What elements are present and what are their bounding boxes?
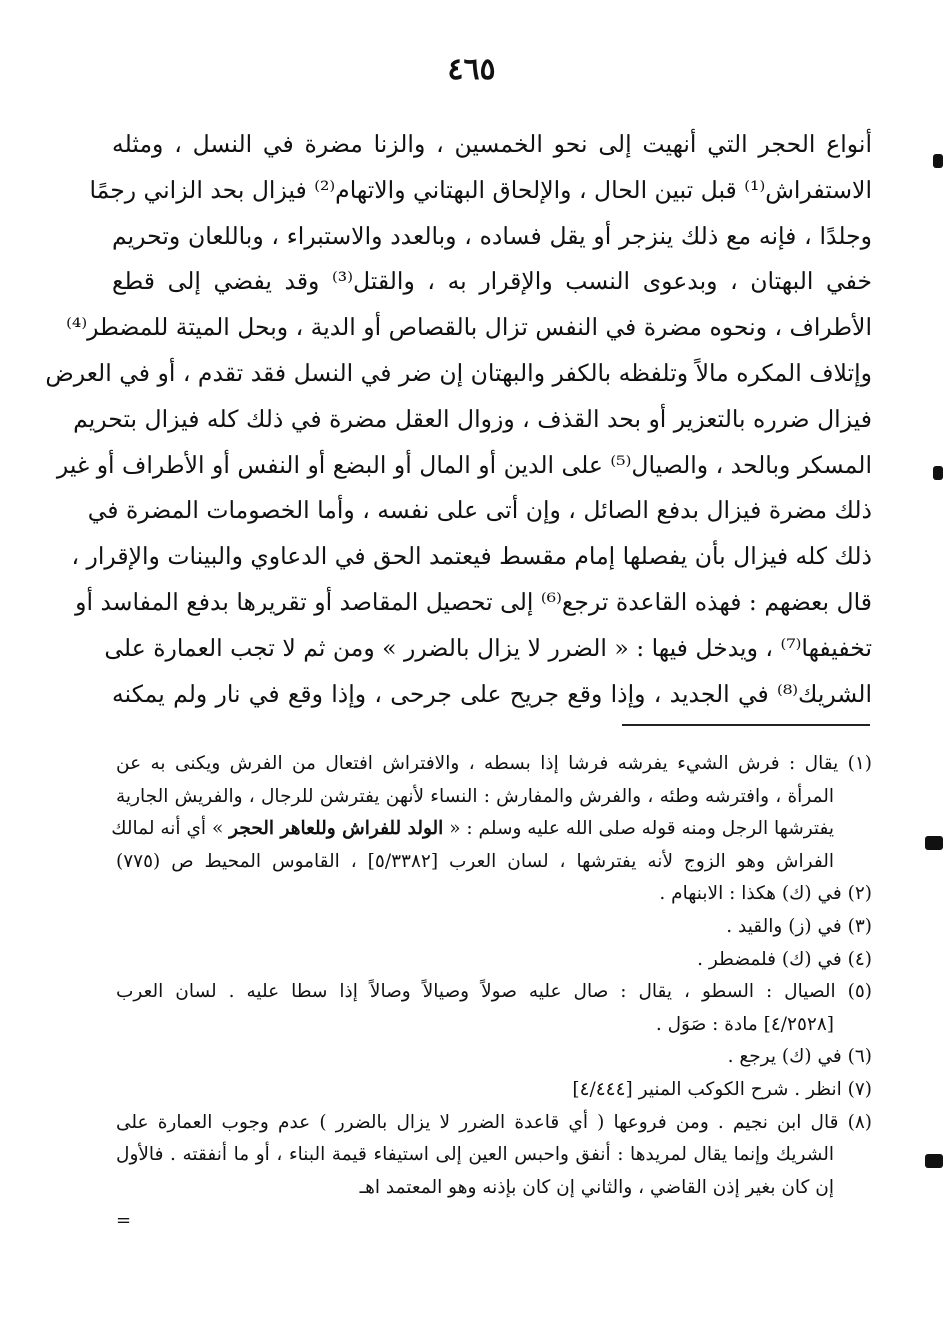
main-text-line: ذلك كله فيزال بأن يفصلها إمام مقسط فيعتمد الحق في الدعاوي والبينات والإقرار ، xyxy=(71,542,872,571)
footnote-7: (٧) انظر . شرح الكوكب المنير [٤/٤٤٤] xyxy=(572,1078,872,1100)
footnote-text: » أي أنه لمالك xyxy=(111,818,224,840)
main-text-line: الشريك⁽⁸⁾ في الجديد ، وإذا وقع جريح على جرحى ، وإذا وقع في نار ولم يمكنه xyxy=(112,679,872,708)
footnote-line: المرأة ، وافترشه وطئه ، والفرش والمفارش : النساء لأنهن يفترشن للرجال ، والفريش الجارية xyxy=(116,785,834,807)
footnote-5 xyxy=(116,976,872,1041)
main-text-body xyxy=(45,122,872,717)
footnote-1 xyxy=(111,748,872,878)
main-text-line: أنواع الحجر التي أنهيت إلى نحو الخمسين ، والزنا مضرة في النسل ، ومثله xyxy=(112,130,872,158)
footnote-line: الشريك وإنما يقال لمريدها : أنفق واحبس العين إلى استيفاء قيمة البناء ، أو ما أنفقته . فالأول xyxy=(116,1144,834,1166)
continuation-mark: = xyxy=(116,1210,132,1231)
main-text-line: ذلك مضرة فيزال بدفع الصائل ، وإن أتى على نفسه ، وأما الخصومات المضرة في xyxy=(87,496,872,525)
page-number: ٤٦٥ xyxy=(447,52,496,87)
hadith-quote: الولد للفراش وللعاهر الحجر xyxy=(229,818,444,840)
main-text-line: الاستفراش⁽¹⁾ قبل تبين الحال ، والإلحاق البهتاني والاتهام⁽²⁾ فيزال بحد الزاني رجمًا xyxy=(89,175,872,204)
scan-margin-mark xyxy=(933,466,943,480)
footnote-4: (٤) في (ك) فلمضطر . xyxy=(697,948,872,970)
scan-margin-mark xyxy=(925,836,943,850)
footnote-line: إن كان بغير إذن القاضي ، والثاني إن كان بإذنه وهو المعتمد اهـ xyxy=(359,1176,834,1198)
footnote-3: (٣) في (ز) والقيد . xyxy=(726,915,872,937)
footnote-line: (٨) قال ابن نجيم . ومن فروعها ( أي قاعدة الضرر لا يزال بالضرر ) عدم وجوب العمارة على xyxy=(116,1111,872,1133)
footnotes-section xyxy=(111,748,872,1204)
footnote-line: [٤/٢٥٢٨] مادة : صَوَل . xyxy=(655,1013,834,1035)
footnote-6: (٦) في (ك) يرجع . xyxy=(727,1046,872,1068)
main-text-line: الأطراف ، ونحوه مضرة في النفس تزال بالقصاص أو الدية ، وبحل الميتة للمضطر⁽⁴⁾ xyxy=(66,313,872,342)
footnote-line: (١) يقال : فرش الشيء يفرشه فرشا إذا بسطه ، والافتراش افتعال من الفرش ويكنى به عن xyxy=(116,753,872,774)
footnote-text: يفترشها الرجل ومنه قوله صلى الله عليه وسلم : « xyxy=(449,818,834,840)
main-text-line: وإتلاف المكره مالاً وتلفظه بالكفر والبهتان إن ضر في النسل فقد تقدم ، أو في العرض xyxy=(45,358,872,387)
footnote-line: (٥) الصيال : السطو ، يقال : صال عليه صولاً وصيالاً وصالاً إذا سطا عليه . لسان العرب xyxy=(116,981,872,1003)
main-text-line: خفي البهتان ، وبدعوى النسب والإقرار به ، والقتل⁽³⁾ وقد يفضي إلى قطع xyxy=(112,267,872,296)
footnote-line xyxy=(111,813,872,846)
main-text-line: تخفيفها⁽⁷⁾ ، ويدخل فيها : « الضرر لا يزال بالضرر » ومن ثم لا تجب العمارة على xyxy=(104,633,872,662)
footnote-2: (٢) في (ك) هكذا : الابنهام . xyxy=(659,883,872,905)
footnote-8 xyxy=(116,1107,872,1205)
main-text-line: المسكر وبالحد ، والصيال⁽⁵⁾ على الدين أو المال أو البضع أو النفس أو الأطراف أو غير xyxy=(56,450,872,479)
footnote-divider xyxy=(622,724,870,726)
main-text-line: فيزال ضرره بالتعزير أو بحد القذف ، وزوال العقل مضرة في ذلك كله فيزال بتحريم xyxy=(73,404,872,433)
main-text-line: وجلدًا ، فإنه مع ذلك ينزجر أو يقل فساده ، وبالعدد والاستبراء ، وباللعان وتحريم xyxy=(112,221,872,250)
scan-margin-mark xyxy=(933,154,943,168)
scan-margin-mark xyxy=(925,1154,943,1168)
main-text-line: قال بعضهم : فهذه القاعدة ترجع⁽⁶⁾ إلى تحصيل المقاصد أو تقريرها بدفع المفاسد أو xyxy=(75,587,872,616)
footnote-line: الفراش وهو الزوج لأنه يفترشها ، لسان العرب [٥/٣٣٨٢] ، القاموس المحيط ص (٧٧٥) xyxy=(116,850,834,872)
